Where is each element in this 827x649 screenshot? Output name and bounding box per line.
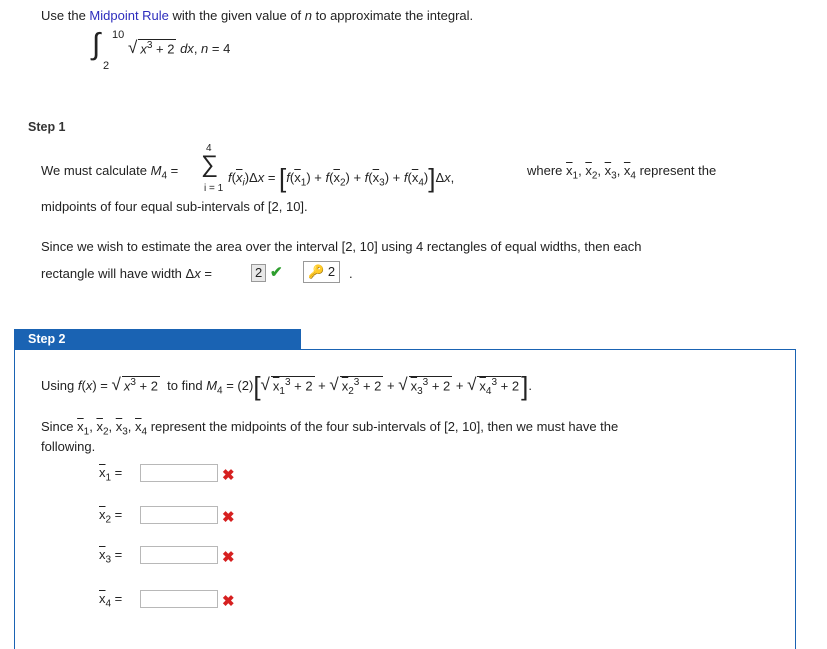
step2-since-line2: following.	[41, 439, 96, 454]
x3-wrong-icon: ✖	[222, 549, 235, 566]
x2-label: $\overline{x}_2$ =	[99, 507, 123, 526]
sigma-icon: ∑	[201, 151, 219, 178]
x4-input[interactable]	[140, 590, 218, 608]
key-answer[interactable]: 🔑 2	[303, 261, 340, 283]
step1-label: Step 1	[28, 120, 66, 134]
x2-input[interactable]	[140, 506, 218, 524]
problem-statement: Use the Midpoint Rule with the given value of n to approximate the integral.	[41, 8, 474, 23]
period: .	[349, 266, 353, 281]
sum-expression: $f(\overline{x}_i)\Delta x = [f(\overline{x}_1) + f(\overline{x}_2) + f(\overline{x}_3) + f(\overline{x}_4)]\Delta x$,	[228, 163, 455, 193]
step1-line3: Since we wish to estimate the area over the interval [2, 10] using 4 rectangles of equal widths, then each	[41, 239, 642, 254]
x3-input[interactable]	[140, 546, 218, 564]
problem-suffix: with the given value of n to approximate the integral.	[168, 8, 474, 23]
integrand: √ $x^3 + 2$ dx, n = 4	[128, 38, 231, 57]
x1-input[interactable]	[140, 464, 218, 482]
integral-sign: ∫	[92, 28, 101, 61]
x3-label: $\overline{x}_3$ =	[99, 547, 123, 566]
key-icon: 🔑	[308, 264, 325, 279]
x4-wrong-icon: ✖	[222, 593, 235, 610]
lower-limit: 2	[103, 60, 110, 72]
step1-line1: We must calculate $M_4$ =	[41, 163, 179, 182]
step2-using: Using f(x) = √ $x^3 + 2$ to find $M_4 = (2)[√$ $x_1^3 + 2$ + √ $x_2^3 + 2$ + √ $x_3^3 + 2$ + √ $x_4^3 + 2$].	[41, 371, 532, 401]
step2-header: Step 2	[14, 329, 301, 349]
step2-since-line1: Since $\overline{x}_1$, $\overline{x}_2$, $\overline{x}_3$, $\overline{x}_4$ represent the midpoints of the four sub-intervals of [2, 10], then we must have the	[41, 419, 619, 438]
sum-top: 4	[206, 143, 212, 154]
x2-wrong-icon: ✖	[222, 509, 235, 526]
check-icon: ✔	[270, 264, 283, 281]
step1-line4: rectangle will have width Δx =	[41, 266, 212, 281]
step1-where: where $\overline{x}_1$, $\overline{x}_2$, $\overline{x}_3$, $\overline{x}_4$ represent the	[527, 163, 717, 182]
sum-bottom: i = 1	[204, 183, 224, 194]
x1-wrong-icon: ✖	[222, 467, 235, 484]
midpoint-rule-link[interactable]: Midpoint Rule	[89, 8, 169, 23]
x1-label: $\overline{x}_1$ =	[99, 465, 123, 484]
x4-label: $\overline{x}_4$ =	[99, 591, 123, 610]
upper-limit: 10	[112, 29, 125, 41]
step1-line2: midpoints of four equal sub-intervals of [2, 10].	[41, 199, 308, 214]
delta-x-answer: 2	[251, 264, 266, 282]
